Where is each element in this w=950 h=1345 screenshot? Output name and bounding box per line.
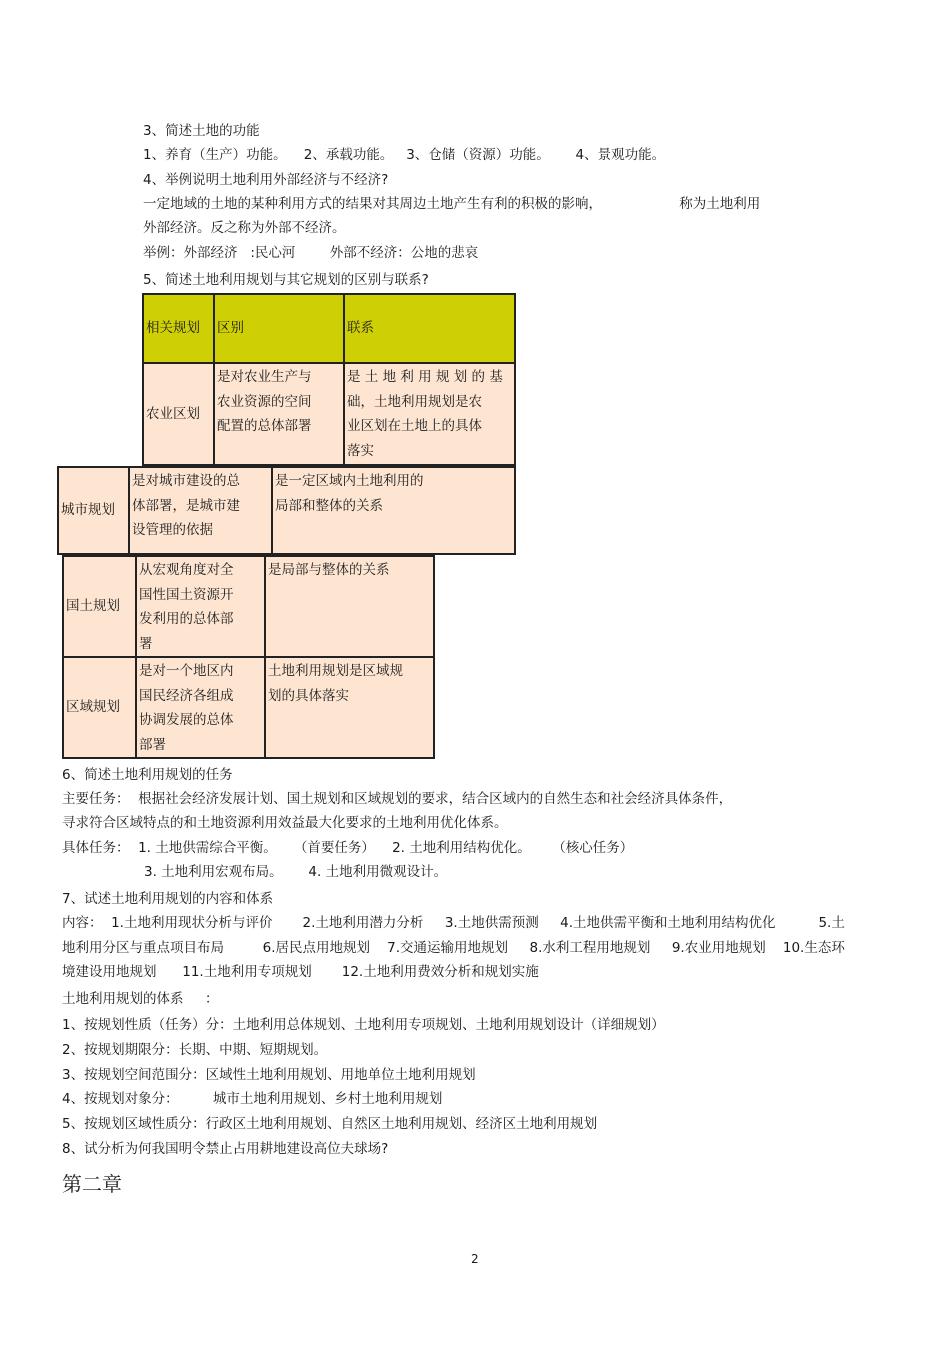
q7-content-line2: 地利用分区与重点项目布局 6.居民点用地规划 7.交通运输用地规划 8.水利工程用地规划 9.农业用地规划 10.生态环	[62, 940, 845, 956]
table-row-regional-name: 区域规划	[62, 656, 137, 759]
q4-line2: 外部经济。反之称为外部不经济。	[143, 220, 346, 236]
q7-system-item: 4、按规划对象分： 城市土地利用规划、乡村土地利用规划	[62, 1091, 443, 1107]
q4-title: 4、举例说明土地利用外部经济与不经济?	[143, 172, 389, 188]
table-row-city-relation: 是一定区域内土地利用的 局部和整体的关系	[271, 466, 516, 555]
page-number: 2	[471, 1252, 479, 1266]
q4-example: 举例：外部经济 :民心河 外部不经济：公地的悲哀	[143, 245, 479, 261]
q7-title: 7、试述土地利用规划的内容和体系	[62, 891, 274, 907]
q7-system-item: 2、按规划期限分：长期、中期、短期规划。	[62, 1042, 328, 1058]
q4-line1: 一定地域的土地的某种利用方式的结果对其周边土地产生有利的积极的影响， 称为土地利用	[143, 196, 761, 212]
q7-content-line3: 境建设用地规划 11.土地利用专项规划 12.土地利用费效分析和规划实施	[62, 964, 539, 980]
table-row-agri-diff: 是对农业生产与 农业资源的空间 配置的总体部署	[213, 362, 345, 466]
table-row-regional-diff: 是对一个地区内 国民经济各组成 协调发展的总体 部署	[135, 656, 266, 759]
q7-content-line1: 内容： 1.土地利用现状分析与评价 2.土地利用潜力分析 3.土地供需预测 4.土地供需平衡和土地利用结构优化 5.土	[62, 915, 845, 931]
chapter-heading: 第二章	[62, 1172, 122, 1196]
table-header-relation: 联系	[343, 293, 516, 364]
table-row-agri-name: 农业区划	[142, 362, 215, 466]
table-header-diff: 区别	[213, 293, 345, 364]
q7-system-item: 3、按规划空间范围分：区域性土地利用规划、用地单位土地利用规划	[62, 1067, 476, 1083]
table-row-national-diff: 从宏观角度对全 国性国土资源开 发利用的总体部 署	[135, 555, 266, 658]
table-header-plan: 相关规划	[142, 293, 215, 364]
table-row-city-name: 城市规划	[57, 466, 130, 555]
q6-title: 6、简述土地利用规划的任务	[62, 767, 233, 783]
q6-specific-line1: 具体任务： 1. 土地供需综合平衡。 （首要任务） 2. 土地利用结构优化。 （核心任务）	[62, 840, 634, 856]
q3-answer: 1、养育（生产）功能。 2、承载功能。 3、仓储（资源）功能。 4、景观功能。	[143, 147, 666, 163]
q7-system-title: 土地利用规划的体系 ：	[62, 991, 219, 1007]
q6-main-line2: 寻求符合区域特点的和土地资源利用效益最大化要求的土地利用优化体系。	[62, 815, 508, 831]
q6-specific-line2: 3. 土地利用宏观布局。 4. 土地利用微观设计。	[144, 864, 448, 880]
table-row-city-diff: 是对城市建设的总 体部署，是城市建 设管理的依据	[128, 466, 273, 555]
table-row-national-name: 国土规划	[62, 555, 137, 658]
table-row-agri-relation: 是 土 地 利 用 规 划 的 基 础，土地利用规划是农 业区划在土地上的具体 落实	[343, 362, 516, 466]
table-row-regional-relation: 土地利用规划是区域规 划的具体落实	[264, 656, 435, 759]
table-row-national-relation: 是局部与整体的关系	[264, 555, 435, 658]
q8-title: 8、试分析为何我国明令禁止占用耕地建设高位夫球场?	[62, 1141, 389, 1157]
q7-system-item: 1、按规划性质（任务）分：土地利用总体规划、土地利用专项规划、土地利用规划设计（详细规划）	[62, 1017, 665, 1033]
q5-title: 5、简述土地利用规划与其它规划的区别与联系?	[143, 272, 429, 288]
q7-system-item: 5、按规划区域性质分：行政区土地利用规划、自然区土地利用规划、经济区土地利用规划	[62, 1116, 598, 1132]
q6-main-line1: 主要任务： 根据社会经济发展计划、国土规划和区域规划的要求，结合区域内的自然生态和社会经济具体条件，	[62, 791, 733, 807]
q3-title: 3、简述土地的功能	[143, 123, 260, 139]
